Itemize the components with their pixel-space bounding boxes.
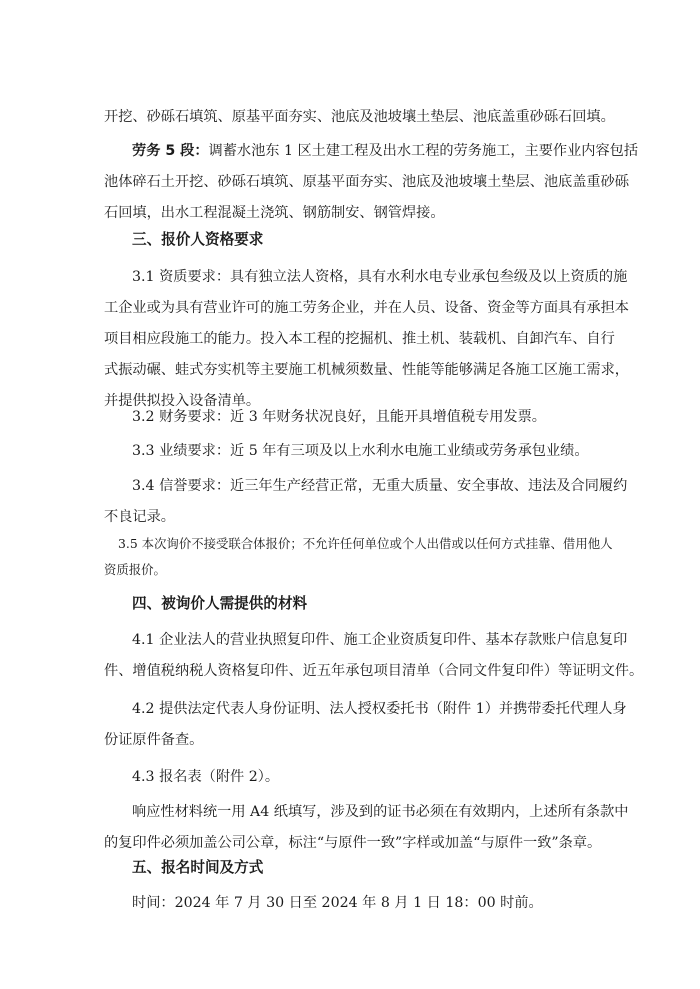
paragraph-3-4 bbox=[104, 471, 628, 533]
paragraph-time bbox=[104, 888, 619, 919]
paragraph-response-materials bbox=[104, 797, 629, 859]
section-heading-4: 四、被询价人需提供的材料 bbox=[132, 595, 308, 612]
text-line: 石回填，出水工程混凝土浇筑、钢筋制安、钢管焊接。 bbox=[104, 205, 445, 221]
paragraph-4-1 bbox=[104, 625, 644, 687]
text-line: 开挖、砂砾石填筑、原基平面夯实、池底及池坡壤土垫层、池底盖重砂砾石回填。 bbox=[104, 109, 615, 125]
text-line: 时间：2024 年 7 月 30 日至 2024 年 8 月 1 日 18：00 时前。 bbox=[132, 895, 543, 911]
text-line bbox=[104, 136, 639, 167]
text-line: 件、增值税纳税人资格复印件、近五年承包项目清单（合同文件复印件）等证明文件。 bbox=[104, 663, 644, 679]
text-line: 4.1 企业法人的营业执照复印件、施工企业资质复印件、基本存款账户信息复印 bbox=[132, 632, 628, 648]
paragraph-3-1 bbox=[104, 262, 629, 417]
text-line: 并提供拟投入设备清单。 bbox=[104, 393, 261, 409]
section-heading-3: 三、报价人资格要求 bbox=[132, 231, 264, 248]
text-line: 式振动碾、蛙式夯实机等主要施工机械须数量、性能等能够满足各施工区施工需求， bbox=[104, 362, 629, 378]
text-line: 3.4 信誉要求：近三年生产经营正常，无重大质量、安全事故、违法及合同履约 bbox=[132, 478, 628, 494]
text-line: 资质报价。 bbox=[104, 562, 166, 577]
text-line: 项目相应段施工的能力。投入本工程的挖掘机、推土机、装载机、自卸汽车、自行 bbox=[104, 331, 615, 347]
text-line: 3.1 资质要求：具有独立法人资格，具有水利水电专业承包叁级及以上资质的施 bbox=[132, 269, 628, 285]
paragraph-3-5 bbox=[104, 531, 633, 583]
text-line: 不良记录。 bbox=[104, 509, 175, 525]
paragraph-3-2 bbox=[104, 402, 619, 433]
paragraph-continuation bbox=[104, 102, 619, 133]
paragraph-4-2 bbox=[104, 694, 627, 756]
text-line: 的复印件必须加盖公司公章，标注“与原件一致”字样或加盖“与原件一致”条章。 bbox=[104, 835, 602, 851]
text-line: 4.2 提供法定代表人身份证明、法人授权委托书（附件 1）并携带委托代理人身 bbox=[132, 701, 627, 717]
text-line: 份证原件备查。 bbox=[104, 732, 204, 748]
labor-section-label: 劳务 5 段： bbox=[132, 143, 209, 159]
text-line: 池体碎石土开挖、砂砾石填筑、原基平面夯实、池底及池坡壤土垫层、池底盖重砂砾 bbox=[104, 174, 629, 190]
text-line: 工企业或为具有营业许可的施工劳务企业，并在人员、设备、资金等方面具有承担本 bbox=[104, 300, 629, 316]
text-line: 4.3 报名表（附件 2）。 bbox=[132, 769, 280, 785]
text-line: 3.3 业绩要求：近 5 年有三项及以上水利水电施工业绩或劳务承包业绩。 bbox=[132, 443, 589, 459]
paragraph-3-3 bbox=[104, 436, 619, 467]
paragraph-labor-section-5 bbox=[104, 136, 639, 229]
text-fragment: 调蓄水池东 1 区土建工程及出水工程的劳务施工，主要作业内容包括 bbox=[208, 143, 639, 159]
text-line: 响应性材料统一用 A4 纸填写，涉及到的证书必须在有效期内，上述所有条款中 bbox=[132, 804, 629, 820]
text-line: 3.2 财务要求：近 3 年财务状况良好，且能开具增值税专用发票。 bbox=[132, 409, 546, 425]
section-heading-5: 五、报名时间及方式 bbox=[132, 859, 264, 876]
text-line: 3.5 本次询价不接受联合体报价；不允许任何单位或个人出借或以任何方式挂靠、借用他人 bbox=[118, 536, 613, 551]
paragraph-4-3 bbox=[104, 762, 619, 793]
